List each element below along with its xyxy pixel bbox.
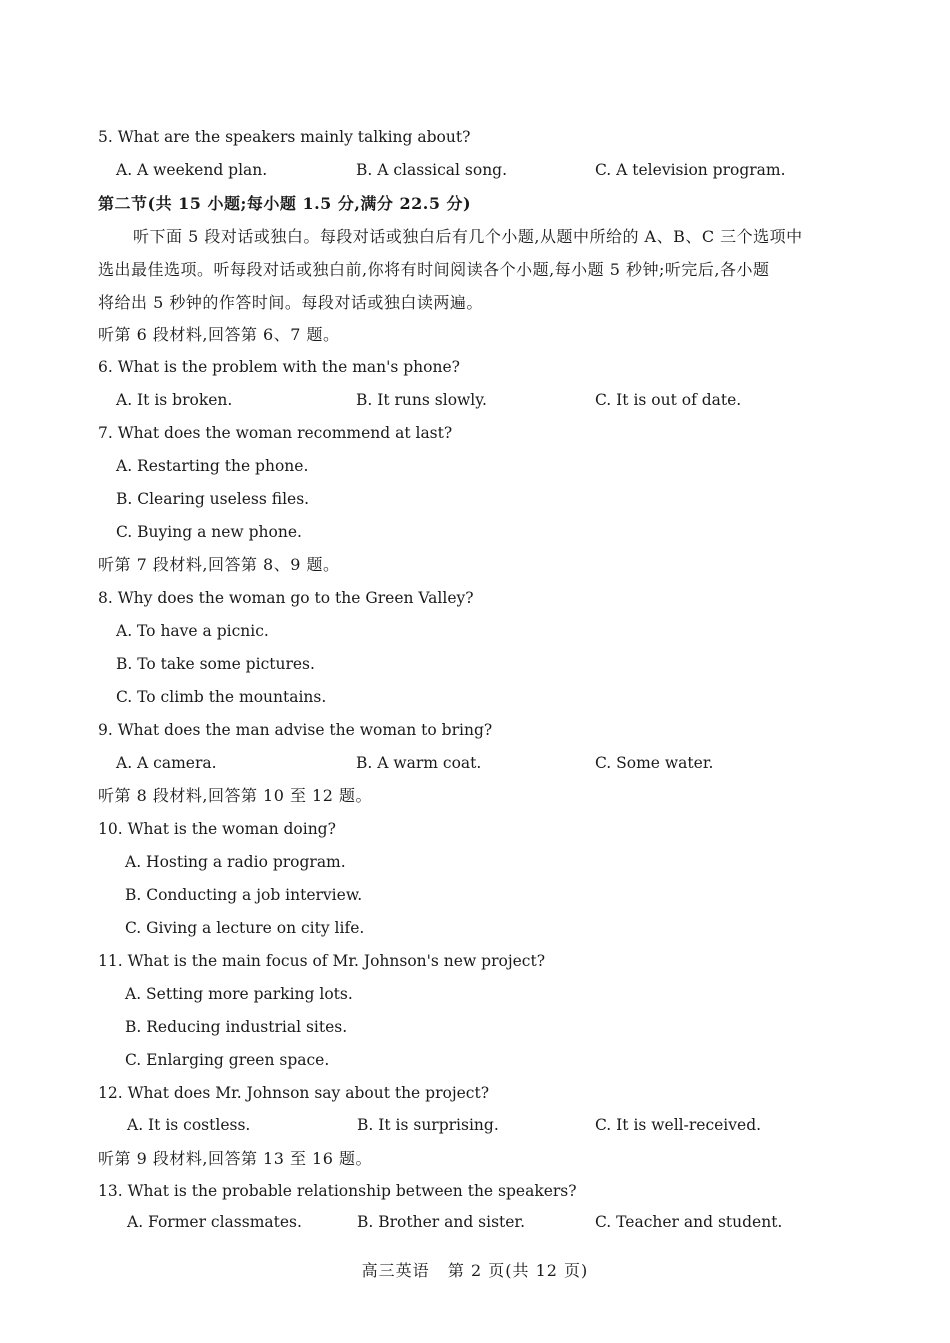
q9-option-c: C. Some water.: [595, 754, 714, 772]
q7-option-a: A. Restarting the phone.: [116, 457, 309, 475]
q9-question: 9. What does the man advise the woman to bring?: [98, 721, 493, 739]
page-footer: 高三英语 第 2 页(共 12 页): [361, 1261, 589, 1280]
section2-instruction-line-1: 听下面 5 段对话或独白。每段对话或独白后有几个小题,从题中所给的 A、B、C 三个选项中: [133, 227, 803, 246]
q13-question: 13. What is the probable relationship between the speakers?: [98, 1182, 577, 1200]
q8-option-a: A. To have a picnic.: [116, 622, 269, 640]
section2-instruction-line-3: 将给出 5 秒钟的作答时间。每段对话或独白读两遍。: [98, 293, 483, 312]
q9-option-a: A. A camera.: [116, 754, 217, 772]
material-6-heading: 听第 6 段材料,回答第 6、7 题。: [98, 325, 340, 344]
q7-option-b: B. Clearing useless files.: [116, 490, 310, 508]
q11-option-a: A. Setting more parking lots.: [125, 985, 353, 1003]
q8-question: 8. Why does the woman go to the Green Valley?: [98, 589, 474, 607]
material-9-heading: 听第 9 段材料,回答第 13 至 16 题。: [98, 1149, 373, 1168]
q13-option-b: B. Brother and sister.: [357, 1213, 526, 1231]
q6-option-c: C. It is out of date.: [595, 391, 742, 409]
q5-question: 5. What are the speakers mainly talking about?: [98, 128, 471, 146]
q11-option-c: C. Enlarging green space.: [125, 1051, 330, 1069]
q10-option-b: B. Conducting a job interview.: [125, 886, 363, 904]
section2-heading: 第二节(共 15 小题;每小题 1.5 分,满分 22.5 分): [98, 194, 472, 213]
q8-option-c: C. To climb the mountains.: [116, 688, 327, 706]
q11-option-b: B. Reducing industrial sites.: [125, 1018, 348, 1036]
q8-option-b: B. To take some pictures.: [116, 655, 315, 673]
q12-question: 12. What does Mr. Johnson say about the project?: [98, 1084, 490, 1102]
q13-option-c: C. Teacher and student.: [595, 1213, 783, 1231]
q10-option-a: A. Hosting a radio program.: [125, 853, 346, 871]
q12-option-a: A. It is costless.: [127, 1116, 251, 1134]
material-8-heading: 听第 8 段材料,回答第 10 至 12 题。: [98, 786, 373, 805]
material-7-heading: 听第 7 段材料,回答第 8、9 题。: [98, 555, 340, 574]
q5-option-b: B. A classical song.: [356, 161, 508, 179]
q5-option-a: A. A weekend plan.: [116, 161, 268, 179]
q7-option-c: C. Buying a new phone.: [116, 523, 302, 541]
q11-question: 11. What is the main focus of Mr. Johnson's new project?: [98, 952, 546, 970]
q6-option-b: B. It runs slowly.: [356, 391, 487, 409]
q5-option-c: C. A television program.: [595, 161, 786, 179]
q6-question: 6. What is the problem with the man's phone?: [98, 358, 460, 376]
section2-instruction-line-2: 选出最佳选项。听每段对话或独白前,你将有时间阅读各个小题,每小题 5 秒钟;听完后,各小题: [98, 260, 770, 279]
q12-option-c: C. It is well-received.: [595, 1116, 762, 1134]
q7-question: 7. What does the woman recommend at last?: [98, 424, 453, 442]
q10-option-c: C. Giving a lecture on city life.: [125, 919, 365, 937]
q6-option-a: A. It is broken.: [116, 391, 233, 409]
q13-option-a: A. Former classmates.: [127, 1213, 302, 1231]
q9-option-b: B. A warm coat.: [356, 754, 482, 772]
q12-option-b: B. It is surprising.: [357, 1116, 499, 1134]
q10-question: 10. What is the woman doing?: [98, 820, 336, 838]
